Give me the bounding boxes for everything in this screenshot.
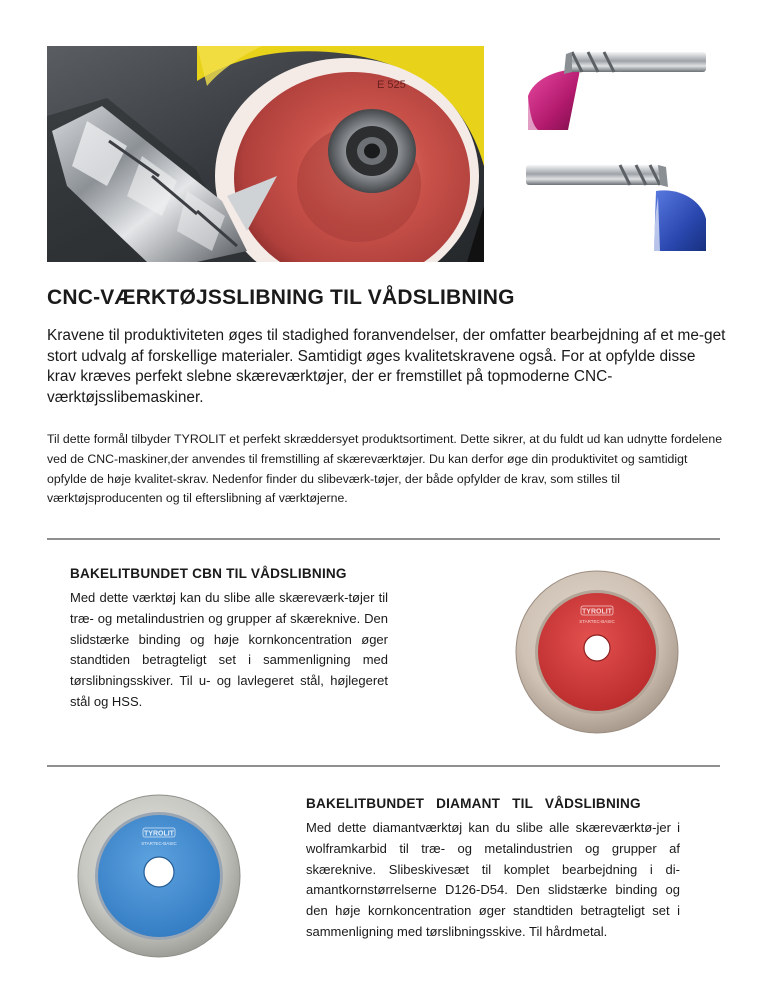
section-text-diamond: Med dette diamantværktøj kan du slibe alle skæreværktø-jer i wolframkarbid til træ- og metalindustrien og grupper af skæreknive. Slibeskivesæt til komplet bearbejdning i di-amantkornstørrelserne D126-D54. Den slidstærke binding og den høje kornkoncentration øger standtiden betragteligt set i sammenligning med tørslibningsskive. Til hårdmetal. bbox=[306, 820, 680, 939]
tool-diagram-magenta bbox=[520, 44, 710, 130]
section-title-cbn: BAKELITBUNDET CBN TIL VÅDSLIBNING bbox=[70, 566, 347, 581]
diamond-wheel-brand: TYROLIT bbox=[144, 830, 174, 838]
section-title-diamond: BAKELITBUNDET DIAMANT TIL VÅDSLIBNING bbox=[306, 796, 641, 811]
section-divider bbox=[47, 765, 720, 767]
section-text-cbn: Med dette værktøj kan du slibe alle skæreværk-tøjer til træ- og metalindustrien og grupper af skæreknive. Den slidstærke binding og høje kornkoncentration øger standtiden betragteligt set i sammenligning med tørslibningsskiver. Til u- og lavlegeret stål, højlegeret stål og HSS. bbox=[70, 590, 388, 709]
hero-photo bbox=[47, 46, 484, 262]
cbn-wheel-label: STARTEC-BASIC bbox=[579, 619, 615, 624]
tool-diagram-blue bbox=[520, 155, 710, 251]
diamond-wheel-image bbox=[77, 794, 241, 958]
wheel-marking: E 525 bbox=[377, 79, 406, 91]
intro-paragraph: Kravene til produktiviteten øges til stadighed foranvendelser, der omfatter bearbejdning af et me-get stort udvalg af forskellige materialer. Samtidigt øges kvalitetskravene også. For at opfylde disse krav kræves perfekt slebne skæreværktøjer, der er fremstillet på topmoderne CNC-værktøjsslibemaskiner. bbox=[47, 327, 726, 406]
diamond-wheel-label: STARTEC-BASIC bbox=[141, 841, 177, 846]
page-title: CNC-VÆRKTØJSSLIBNING TIL VÅDSLIBNING bbox=[47, 286, 515, 309]
body-paragraph: Til dette formål tilbyder TYROLIT et perfekt skræddersyet produktsortiment. Dette sikrer, at du fuldt ud kan udnytte fordelene ved de CNC-maskiner,der anvendes til fremstilling af skæreværktøjer. Du kan derfor øge din produktivitet og samtidigt opfylde de høje kvalitet-skrav. Nedenfor finder du slibeværk-tøjer, der både opfylder de krav, som stilles til værktøjsproducenten og til efterslibning af værktøjerne. bbox=[47, 432, 723, 506]
cbn-wheel-image bbox=[515, 570, 679, 734]
section-divider bbox=[47, 538, 720, 540]
cbn-wheel-brand: TYROLIT bbox=[582, 608, 612, 616]
